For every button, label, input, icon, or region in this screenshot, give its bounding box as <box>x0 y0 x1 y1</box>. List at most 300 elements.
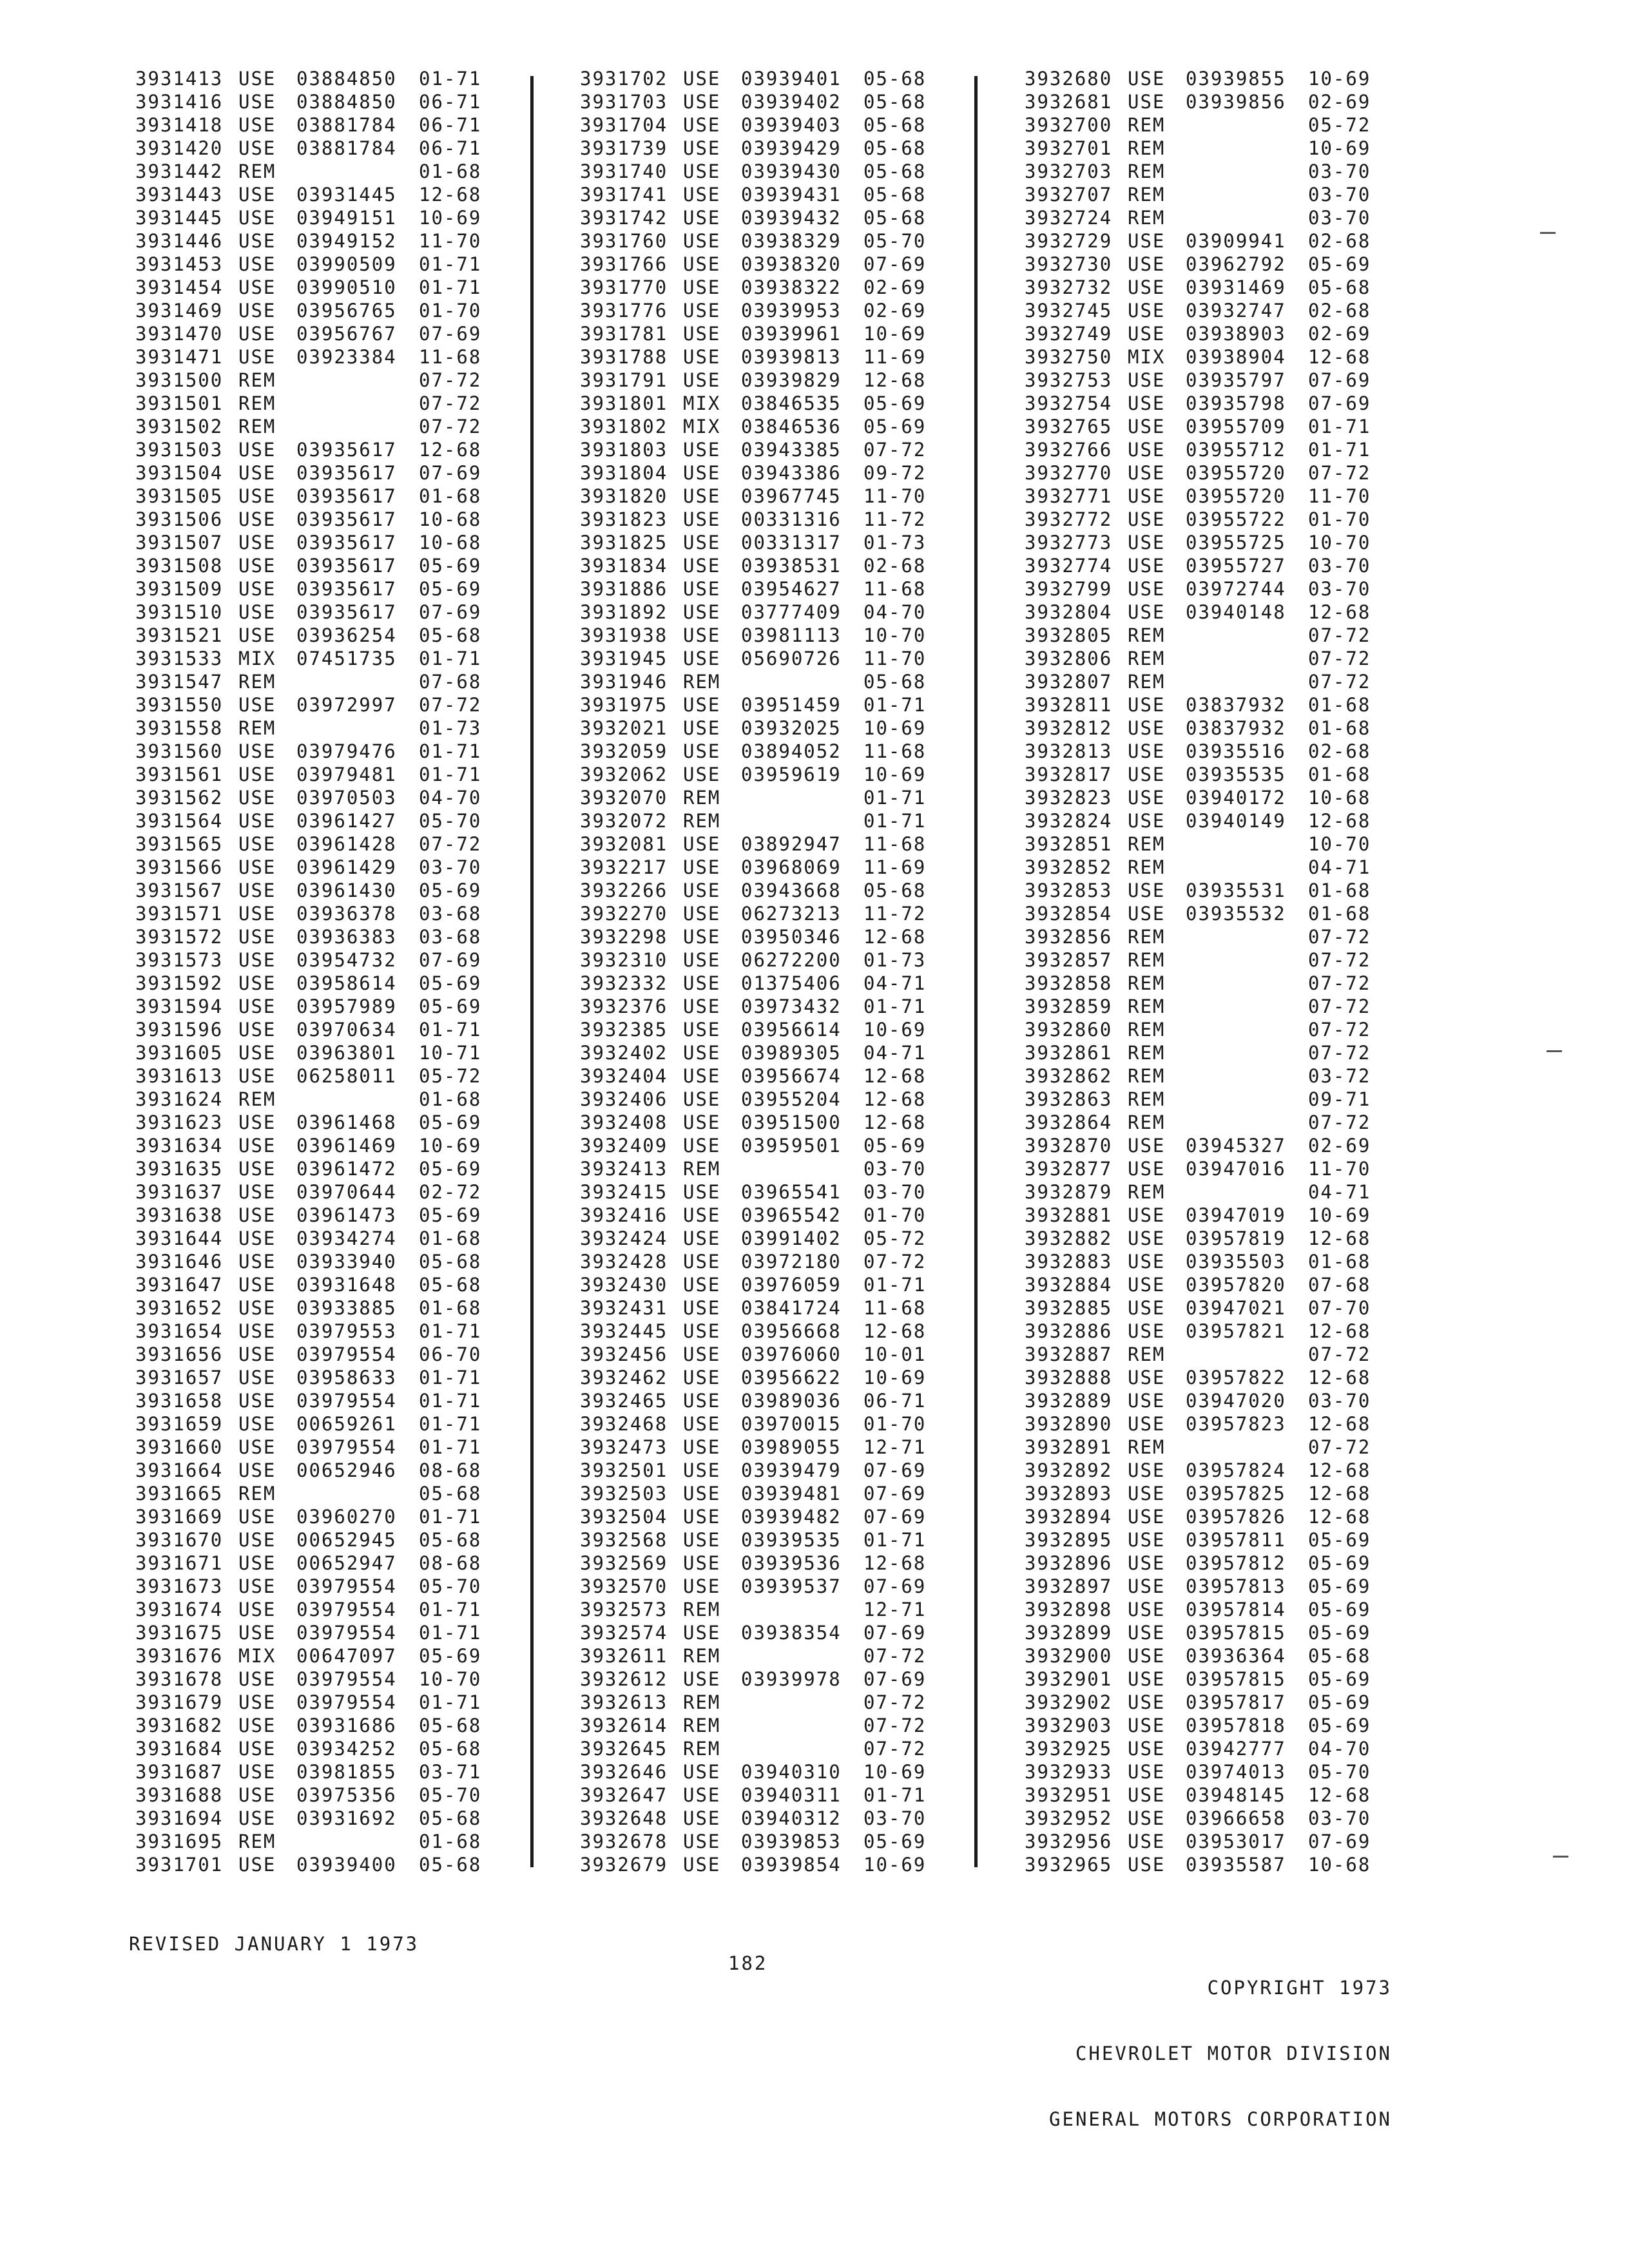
effective-date: 07-72 <box>863 1715 927 1736</box>
effective-date: 05-69 <box>1308 1668 1371 1690</box>
part-number: 3932897 <box>1025 1575 1113 1597</box>
effective-date: 10-69 <box>863 764 927 785</box>
replacement-number: 03935617 <box>296 601 397 623</box>
part-row <box>580 1041 992 1064</box>
action-code: USE <box>238 253 276 275</box>
part-number: 3932456 <box>580 1343 668 1365</box>
action-code: USE <box>1128 1227 1166 1249</box>
effective-date: 05-69 <box>419 972 482 994</box>
part-number: 3931678 <box>135 1668 224 1690</box>
replacement-number: 03957820 <box>1186 1274 1286 1296</box>
replacement-number: 03957825 <box>1186 1483 1286 1504</box>
replacement-number: 03990510 <box>296 276 397 298</box>
replacement-number: 03935617 <box>296 462 397 484</box>
replacement-number: 03892947 <box>741 833 842 855</box>
part-number: 3931659 <box>135 1413 224 1435</box>
effective-date: 10-69 <box>1308 68 1371 90</box>
part-row <box>580 67 992 90</box>
action-code: USE <box>1128 1715 1166 1736</box>
effective-date: 05-69 <box>419 555 482 577</box>
part-number: 3932895 <box>1025 1529 1113 1551</box>
part-row <box>580 1343 992 1366</box>
replacement-number: 03958633 <box>296 1367 397 1389</box>
replacement-number: 03939401 <box>741 68 842 90</box>
replacement-number: 03957826 <box>1186 1506 1286 1528</box>
part-number: 3931500 <box>135 369 224 391</box>
action-code: REM <box>1128 1111 1166 1133</box>
part-row <box>1025 508 1437 531</box>
part-row <box>1025 1691 1437 1714</box>
replacement-number: 03976059 <box>741 1274 842 1296</box>
action-code: REM <box>238 671 276 693</box>
part-row <box>580 461 992 485</box>
replacement-number: 03957812 <box>1186 1552 1286 1574</box>
part-number: 3932885 <box>1025 1297 1113 1319</box>
replacement-number: 03881784 <box>296 114 397 136</box>
part-row <box>135 577 548 601</box>
part-row <box>1025 763 1437 786</box>
part-row <box>580 1621 992 1644</box>
part-row <box>135 1134 548 1157</box>
replacement-number: 03939402 <box>741 91 842 113</box>
part-number: 3932648 <box>580 1807 668 1829</box>
replacement-number: 00659261 <box>296 1413 397 1435</box>
part-row <box>580 276 992 299</box>
replacement-number: 03961429 <box>296 856 397 878</box>
replacement-number: 03975356 <box>296 1784 397 1806</box>
part-row <box>580 1575 992 1598</box>
part-row <box>135 415 548 438</box>
action-code: USE <box>1128 879 1166 901</box>
part-row <box>135 740 548 763</box>
replacement-number: 03953017 <box>1186 1831 1286 1852</box>
part-number: 3931760 <box>580 230 668 252</box>
part-number: 3932570 <box>580 1575 668 1597</box>
part-row <box>135 1621 548 1644</box>
part-row <box>135 1389 548 1412</box>
action-code: MIX <box>683 392 721 414</box>
action-code: USE <box>238 184 276 206</box>
part-number: 3931688 <box>135 1784 224 1806</box>
part-number: 3931804 <box>580 462 668 484</box>
action-code: USE <box>1128 1158 1166 1180</box>
action-code: USE <box>1128 439 1166 461</box>
effective-date: 01-71 <box>1308 439 1371 461</box>
action-code: USE <box>1128 1204 1166 1226</box>
part-number: 3932859 <box>1025 995 1113 1017</box>
replacement-number: 03940311 <box>741 1784 842 1806</box>
part-number: 3932614 <box>580 1715 668 1736</box>
part-number: 3932415 <box>580 1181 668 1203</box>
replacement-number: 03973432 <box>741 995 842 1017</box>
replacement-number: 03951500 <box>741 1111 842 1133</box>
part-row <box>135 1575 548 1598</box>
part-row <box>1025 1389 1437 1412</box>
effective-date: 11-69 <box>863 346 927 368</box>
replacement-number: 03981113 <box>741 624 842 646</box>
action-code: USE <box>238 1251 276 1273</box>
effective-date: 10-68 <box>1308 787 1371 809</box>
action-code: USE <box>683 68 721 90</box>
action-code: USE <box>1128 1459 1166 1481</box>
replacement-number: 03955720 <box>1186 485 1286 507</box>
action-code: USE <box>238 1135 276 1157</box>
action-code: REM <box>1128 1042 1166 1064</box>
part-row <box>580 693 992 716</box>
replacement-number: 03935532 <box>1186 903 1286 925</box>
effective-date: 05-68 <box>419 1251 482 1273</box>
replacement-number: 03972744 <box>1186 578 1286 600</box>
effective-date: 07-72 <box>419 416 482 437</box>
part-row <box>135 832 548 856</box>
part-number: 3931820 <box>580 485 668 507</box>
replacement-number: 03955712 <box>1186 439 1286 461</box>
part-number: 3932059 <box>580 740 668 762</box>
part-number: 3932863 <box>1025 1088 1113 1110</box>
part-number: 3931418 <box>135 114 224 136</box>
part-row <box>1025 1575 1437 1598</box>
action-code: USE <box>1128 276 1166 298</box>
part-number: 3931638 <box>135 1204 224 1226</box>
effective-date: 05-68 <box>863 114 927 136</box>
replacement-number: 03777409 <box>741 601 842 623</box>
action-code: USE <box>1128 323 1166 345</box>
effective-date: 04-70 <box>863 601 927 623</box>
part-row <box>135 1273 548 1296</box>
effective-date: 11-72 <box>863 508 927 530</box>
part-row <box>1025 345 1437 369</box>
effective-date: 01-68 <box>1308 1251 1371 1273</box>
part-row <box>1025 1714 1437 1737</box>
replacement-number: 03954732 <box>296 949 397 971</box>
part-row <box>135 1157 548 1180</box>
part-number: 3932406 <box>580 1088 668 1110</box>
part-row <box>1025 1227 1437 1250</box>
action-code: USE <box>683 207 721 229</box>
effective-date: 12-68 <box>863 926 927 948</box>
action-code: USE <box>238 949 276 971</box>
replacement-number: 03963801 <box>296 1042 397 1064</box>
effective-date: 05-69 <box>419 1204 482 1226</box>
part-number: 3932072 <box>580 810 668 832</box>
effective-date: 02-72 <box>419 1181 482 1203</box>
part-number: 3932430 <box>580 1274 668 1296</box>
part-number: 3931596 <box>135 1019 224 1041</box>
part-number: 3932952 <box>1025 1807 1113 1829</box>
part-row <box>135 206 548 229</box>
part-row <box>135 624 548 647</box>
part-number: 3932750 <box>1025 346 1113 368</box>
part-number: 3932021 <box>580 717 668 739</box>
part-number: 3931521 <box>135 624 224 646</box>
part-row <box>1025 1760 1437 1783</box>
margin-mark <box>1547 1050 1562 1052</box>
effective-date: 06-71 <box>419 137 482 159</box>
action-code: USE <box>1128 508 1166 530</box>
part-row <box>580 113 992 137</box>
effective-date: 05-69 <box>419 578 482 600</box>
part-number: 3932771 <box>1025 485 1113 507</box>
part-row <box>135 461 548 485</box>
part-row <box>135 1459 548 1482</box>
part-number: 3931561 <box>135 764 224 785</box>
replacement-number: 03968069 <box>741 856 842 878</box>
replacement-number: 03935531 <box>1186 879 1286 901</box>
part-row <box>135 1644 548 1667</box>
replacement-number: 03936254 <box>296 624 397 646</box>
part-number: 3931657 <box>135 1367 224 1389</box>
action-code: REM <box>1128 624 1166 646</box>
part-number: 3932062 <box>580 764 668 785</box>
effective-date: 01-70 <box>863 1413 927 1435</box>
action-code: USE <box>238 555 276 577</box>
part-number: 3932568 <box>580 1529 668 1551</box>
action-code: USE <box>1128 1831 1166 1852</box>
action-code: USE <box>238 1413 276 1435</box>
replacement-number: 03957821 <box>1186 1320 1286 1342</box>
action-code: REM <box>1128 1019 1166 1041</box>
action-code: USE <box>1128 1645 1166 1667</box>
replacement-number: 03989036 <box>741 1390 842 1412</box>
part-row <box>135 137 548 160</box>
replacement-number: 03979553 <box>296 1320 397 1342</box>
effective-date: 03-70 <box>863 1181 927 1203</box>
action-code: USE <box>238 1761 276 1783</box>
part-row <box>580 531 992 554</box>
replacement-number: 03955204 <box>741 1088 842 1110</box>
action-code: REM <box>1128 648 1166 669</box>
effective-date: 07-68 <box>419 671 482 693</box>
replacement-number: 06258011 <box>296 1065 397 1087</box>
part-row <box>135 1064 548 1088</box>
part-row <box>135 113 548 137</box>
action-code: USE <box>683 369 721 391</box>
part-row <box>135 1807 548 1830</box>
effective-date: 01-71 <box>863 694 927 716</box>
effective-date: 01-68 <box>419 1831 482 1852</box>
action-code: REM <box>238 160 276 182</box>
part-number: 3931791 <box>580 369 668 391</box>
effective-date: 12-71 <box>863 1436 927 1458</box>
part-row <box>580 601 992 624</box>
part-number: 3932807 <box>1025 671 1113 693</box>
action-code: USE <box>683 740 721 762</box>
effective-date: 10-69 <box>863 1019 927 1041</box>
action-code: USE <box>238 462 276 484</box>
effective-date: 12-68 <box>863 369 927 391</box>
part-number: 3932645 <box>580 1738 668 1760</box>
replacement-number: 03981855 <box>296 1761 397 1783</box>
part-row <box>1025 1018 1437 1041</box>
part-number: 3931562 <box>135 787 224 809</box>
part-row <box>1025 229 1437 253</box>
action-code: USE <box>238 1390 276 1412</box>
effective-date: 05-69 <box>1308 1529 1371 1551</box>
action-code: USE <box>683 1552 721 1574</box>
effective-date: 12-71 <box>863 1599 927 1620</box>
effective-date: 08-68 <box>419 1459 482 1481</box>
replacement-number: 03846536 <box>741 416 842 437</box>
part-row <box>580 1505 992 1528</box>
replacement-number: 03949151 <box>296 207 397 229</box>
action-code: USE <box>683 1065 721 1087</box>
replacement-number: 00652946 <box>296 1459 397 1481</box>
effective-date: 07-72 <box>863 1251 927 1273</box>
part-number: 3932754 <box>1025 392 1113 414</box>
part-row <box>1025 1157 1437 1180</box>
effective-date: 01-71 <box>419 1019 482 1041</box>
effective-date: 12-68 <box>1308 346 1371 368</box>
replacement-number: 03939431 <box>741 184 842 206</box>
effective-date: 12-68 <box>1308 1459 1371 1481</box>
part-number: 3932854 <box>1025 903 1113 925</box>
part-number: 3932376 <box>580 995 668 1017</box>
effective-date: 04-71 <box>1308 856 1371 878</box>
effective-date: 05-69 <box>1308 1552 1371 1574</box>
part-row <box>1025 925 1437 948</box>
replacement-number: 06272200 <box>741 949 842 971</box>
replacement-number: 03943385 <box>741 439 842 461</box>
effective-date: 05-69 <box>1308 1691 1371 1713</box>
part-number: 3931624 <box>135 1088 224 1110</box>
replacement-number: 03957815 <box>1186 1668 1286 1690</box>
effective-date: 07-72 <box>863 1691 927 1713</box>
part-number: 3932933 <box>1025 1761 1113 1783</box>
action-code: REM <box>1128 1436 1166 1458</box>
action-code: USE <box>683 1343 721 1365</box>
part-number: 3932823 <box>1025 787 1113 809</box>
replacement-number: 03957822 <box>1186 1367 1286 1389</box>
effective-date: 05-68 <box>419 1483 482 1504</box>
effective-date: 11-72 <box>863 903 927 925</box>
effective-date: 07-72 <box>863 1645 927 1667</box>
part-number: 3931560 <box>135 740 224 762</box>
action-code: USE <box>683 555 721 577</box>
effective-date: 04-70 <box>1308 1738 1371 1760</box>
replacement-number: 03956674 <box>741 1065 842 1087</box>
part-number: 3931945 <box>580 648 668 669</box>
effective-date: 01-68 <box>419 485 482 507</box>
action-code: REM <box>238 1483 276 1504</box>
part-number: 3932402 <box>580 1042 668 1064</box>
part-number: 3932811 <box>1025 694 1113 716</box>
part-number: 3932416 <box>580 1204 668 1226</box>
action-code: USE <box>683 764 721 785</box>
replacement-number: 03934252 <box>296 1738 397 1760</box>
action-code: REM <box>238 717 276 739</box>
action-code: REM <box>1128 1181 1166 1203</box>
part-row <box>135 438 548 461</box>
part-row <box>580 948 992 972</box>
part-row <box>580 438 992 461</box>
effective-date: 05-70 <box>419 1575 482 1597</box>
part-number: 3932647 <box>580 1784 668 1806</box>
effective-date: 02-68 <box>863 555 927 577</box>
part-number: 3932646 <box>580 1761 668 1783</box>
effective-date: 10-70 <box>1308 833 1371 855</box>
part-row <box>580 1250 992 1273</box>
effective-date: 11-68 <box>419 346 482 368</box>
effective-date: 07-69 <box>1308 1831 1371 1852</box>
effective-date: 05-68 <box>863 879 927 901</box>
part-row <box>135 1482 548 1505</box>
replacement-number: 03970015 <box>741 1413 842 1435</box>
replacement-number: 03932025 <box>741 717 842 739</box>
effective-date: 01-71 <box>419 276 482 298</box>
replacement-number: 03933940 <box>296 1251 397 1273</box>
effective-date: 01-71 <box>863 1529 927 1551</box>
part-number: 3932861 <box>1025 1042 1113 1064</box>
effective-date: 01-71 <box>419 1622 482 1644</box>
part-number: 3931501 <box>135 392 224 414</box>
action-code: USE <box>1128 1483 1166 1504</box>
action-code: USE <box>683 1274 721 1296</box>
part-number: 3931803 <box>580 439 668 461</box>
part-number: 3932858 <box>1025 972 1113 994</box>
action-code: USE <box>238 1715 276 1736</box>
part-row <box>1025 183 1437 206</box>
replacement-number: 03943668 <box>741 879 842 901</box>
replacement-number: 03955722 <box>1186 508 1286 530</box>
replacement-number: 03935617 <box>296 485 397 507</box>
action-code: USE <box>238 276 276 298</box>
part-number: 3931834 <box>580 555 668 577</box>
effective-date: 07-72 <box>419 833 482 855</box>
effective-date: 07-72 <box>1308 995 1371 1017</box>
replacement-number: 03956622 <box>741 1367 842 1389</box>
action-code: USE <box>683 694 721 716</box>
part-number: 3932925 <box>1025 1738 1113 1760</box>
part-number: 3931445 <box>135 207 224 229</box>
part-number: 3931770 <box>580 276 668 298</box>
part-row <box>135 1436 548 1459</box>
effective-date: 04-71 <box>1308 1181 1371 1203</box>
replacement-number: 07451735 <box>296 648 397 669</box>
effective-date: 03-70 <box>1308 160 1371 182</box>
part-row <box>580 647 992 670</box>
replacement-number: 03947019 <box>1186 1204 1286 1226</box>
part-number: 3931664 <box>135 1459 224 1481</box>
part-row <box>580 1111 992 1134</box>
part-row <box>135 90 548 113</box>
part-number: 3931670 <box>135 1529 224 1551</box>
action-code: REM <box>1128 856 1166 878</box>
part-row <box>580 1807 992 1830</box>
action-code: REM <box>1128 995 1166 1017</box>
part-row <box>1025 1366 1437 1389</box>
part-row <box>1025 67 1437 90</box>
part-number: 3931571 <box>135 903 224 925</box>
effective-date: 01-70 <box>1308 508 1371 530</box>
effective-date: 05-69 <box>419 995 482 1017</box>
part-row <box>580 1157 992 1180</box>
part-number: 3932896 <box>1025 1552 1113 1574</box>
part-row <box>580 322 992 345</box>
replacement-number: 03957811 <box>1186 1529 1286 1551</box>
part-number: 3931669 <box>135 1506 224 1528</box>
action-code: USE <box>683 1390 721 1412</box>
part-row <box>1025 1412 1437 1436</box>
replacement-number: 03989055 <box>741 1436 842 1458</box>
part-number: 3932732 <box>1025 276 1113 298</box>
part-row <box>580 508 992 531</box>
part-row <box>1025 1737 1437 1760</box>
action-code: USE <box>1128 1367 1166 1389</box>
part-number: 3932431 <box>580 1297 668 1319</box>
part-row <box>580 345 992 369</box>
effective-date: 07-72 <box>419 392 482 414</box>
action-code: REM <box>683 1715 721 1736</box>
